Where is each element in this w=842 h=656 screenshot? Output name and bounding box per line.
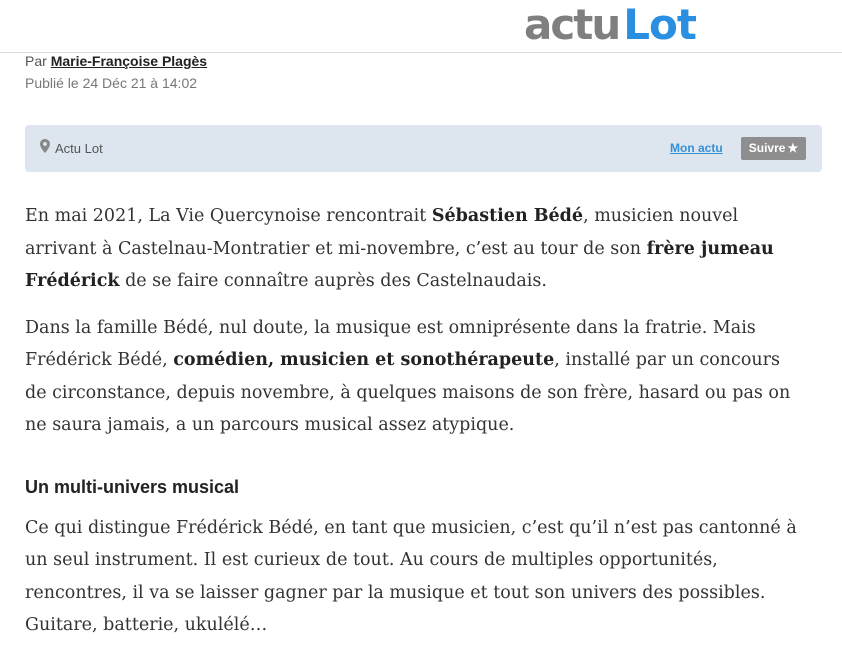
p2-bold-1: comédien, musicien et sonothérapeute: [173, 350, 555, 370]
paragraph-intro: [25, 200, 805, 298]
p1-bold-1: Sébastien Bédé: [431, 206, 584, 226]
site-header: [0, 0, 842, 53]
paragraph-family: [25, 312, 805, 442]
logo-text-lot: Lot: [623, 0, 696, 49]
mon-actu-link[interactable]: Mon actu: [670, 141, 723, 155]
logo-text-actu: actu: [524, 0, 620, 49]
p1-text-1: En mai 2021, La Vie Quercynoise rencontrait: [25, 206, 432, 226]
author-link[interactable]: Marie-Françoise Plagès: [50, 53, 208, 69]
follow-bar: [25, 125, 822, 172]
map-pin-icon: [40, 139, 50, 153]
p1-bold-2: frère jumeau Frédérick: [25, 238, 774, 291]
actu-lot-logo[interactable]: [524, 2, 696, 48]
p2-text-1: Dans la famille Bédé, nul doute, la musique est omniprésente dans la fratrie. Mais Frédérick Bédé,: [25, 317, 756, 370]
p1-text-2: , musicien nouvel arrivant à Castelnau-Montratier et mi-novembre, c’est au tour de son: [25, 206, 739, 259]
follow-button[interactable]: [741, 137, 806, 160]
p2-text-2: , installé par un concours de circonstance, depuis novembre, à quelques maisons de son frère, hasard ou pas on ne saura jamais, a un parcours musical assez atypique.: [25, 350, 791, 435]
published-date: Publié le 24 Déc 21 à 14:02: [25, 75, 198, 91]
p1-text-3: de se faire connaître auprès des Castelnaudais.: [119, 271, 547, 291]
article-body: [25, 200, 805, 656]
subheading: Un multi-univers musical: [25, 476, 240, 497]
paragraph-instruments: Ce qui distingue Frédérick Bédé, en tant que musicien, c’est qu’il n’est pas cantonné à un seul instrument. Il est curieux de tout. Au cours de multiples opportunités, rencontres, il va se laisser gagner par la musique et tout son univers des possibles. Guitare, batterie, ukulélé…: [25, 517, 797, 635]
byline-prefix: Par: [25, 53, 47, 69]
star-icon: ★: [787, 141, 799, 155]
follow-button-label: Suivre: [748, 141, 786, 155]
byline: [25, 53, 207, 69]
section-label: Actu Lot: [55, 141, 103, 156]
